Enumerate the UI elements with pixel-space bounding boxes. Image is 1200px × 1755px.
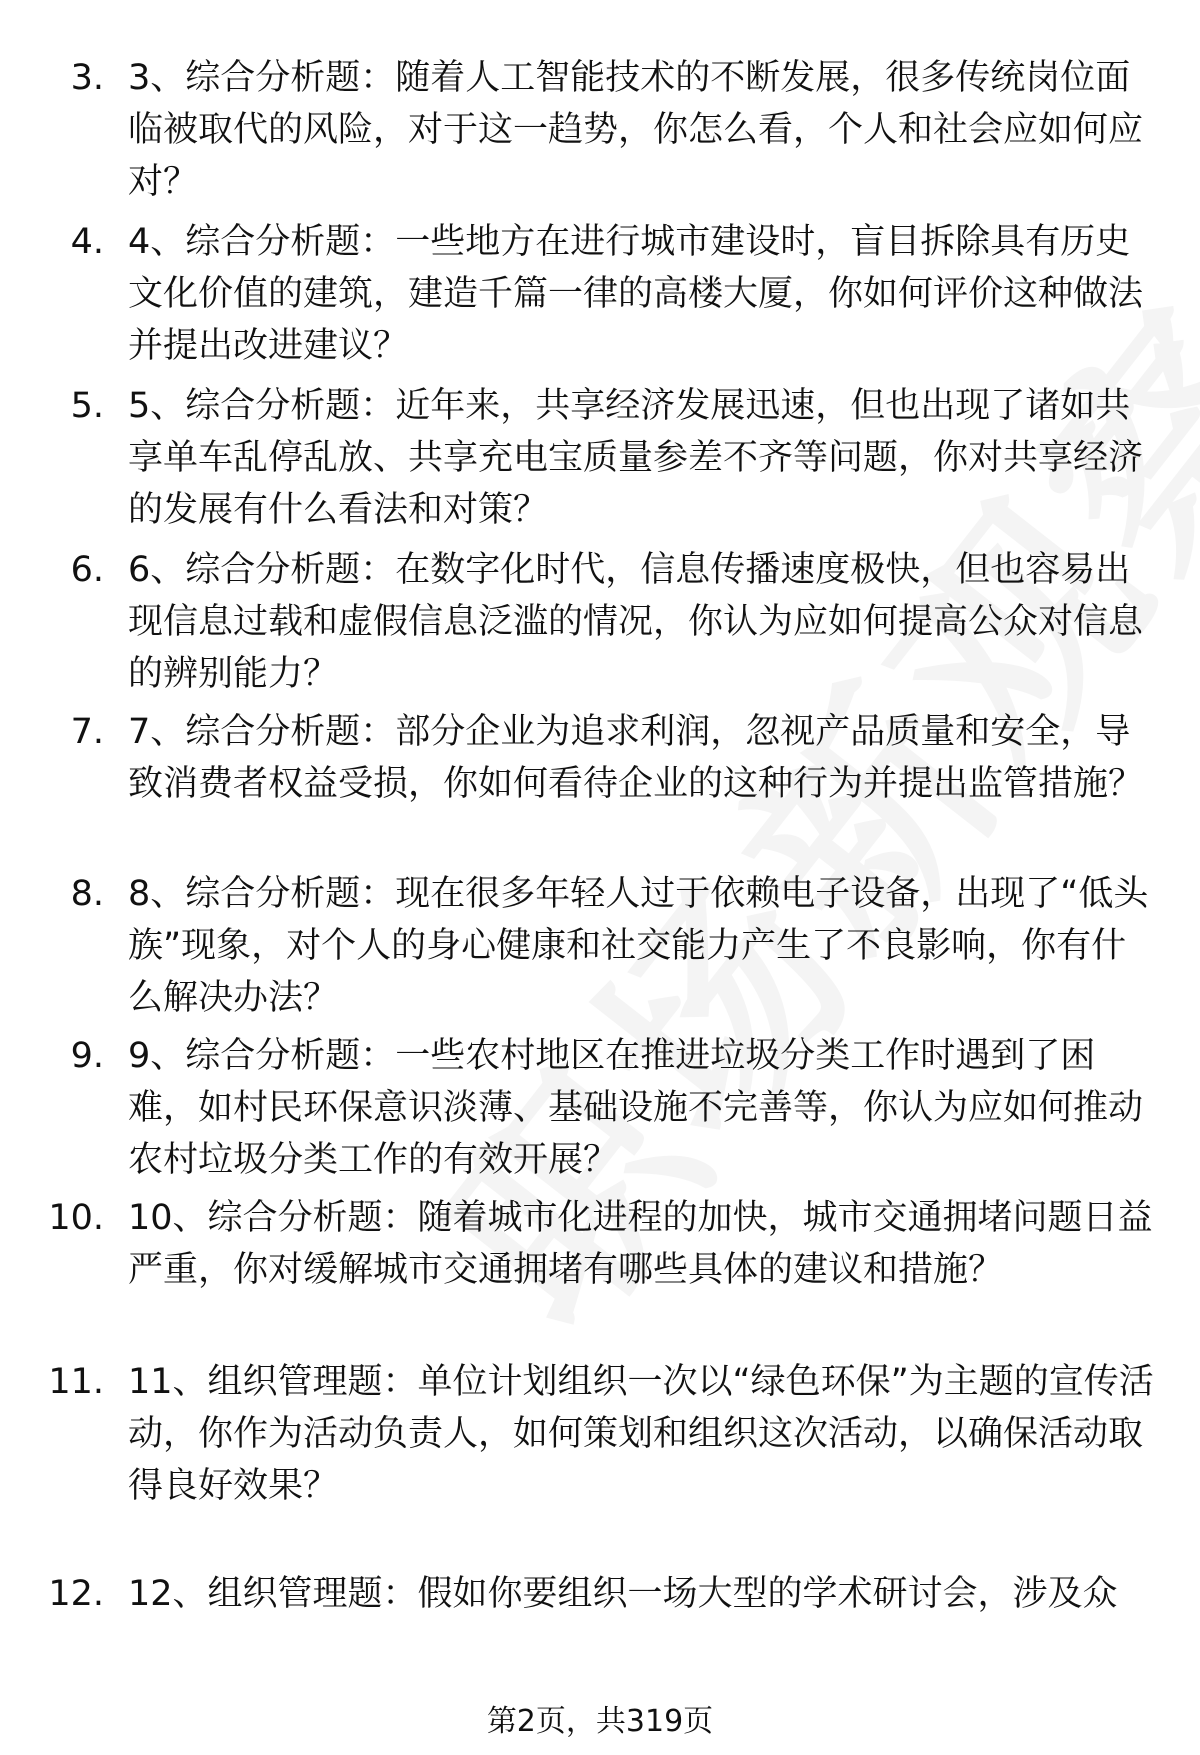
question-number: 7.	[70, 712, 104, 752]
question-number: 4.	[70, 222, 104, 262]
question-number: 6.	[70, 550, 104, 590]
question-number: 3.	[70, 58, 104, 98]
question-text: 11、组织管理题：单位计划组织一次以“绿色环保”为主题的宣传活动，你作为活动负责人，如何策划和组织这次活动，以确保活动取得良好效果？	[128, 1362, 1154, 1506]
question-text: 8、综合分析题：现在很多年轻人过于依赖电子设备，出现了“低头族”现象，对个人的身心健康和社交能力产生了不良影响，你有什么解决办法？	[128, 874, 1149, 1018]
question-number: 11.	[48, 1362, 104, 1402]
question-text: 6、综合分析题：在数字化时代，信息传播速度极快，但也容易出现信息过载和虚假信息泛滥的情况，你认为应如何提高公众对信息的辨别能力？	[128, 550, 1144, 694]
question-text: 12、组织管理题：假如你要组织一场大型的学术研讨会，涉及众	[128, 1574, 1118, 1614]
question-text: 10、综合分析题：随着城市化进程的加快，城市交通拥堵问题日益严重，你对缓解城市交通拥堵有哪些具体的建议和措施？	[128, 1198, 1153, 1290]
question-number: 9.	[70, 1036, 104, 1076]
question-text: 3、综合分析题：随着人工智能技术的不断发展，很多传统岗位面临被取代的风险，对于这一趋势，你怎么看，个人和社会应如何应对？	[128, 58, 1144, 202]
question-number: 8.	[70, 874, 104, 914]
page-footer	[0, 1700, 1200, 1744]
question-number: 12.	[48, 1574, 104, 1614]
question-text: 9、综合分析题：一些农村地区在推进垃圾分类工作时遇到了困难，如村民环保意识淡薄、基础设施不完善等，你认为应如何推动农村垃圾分类工作的有效开展？	[128, 1036, 1144, 1180]
question-text: 4、综合分析题：一些地方在进行城市建设时，盲目拆除具有历史文化价值的建筑，建造千篇一律的高楼大厦，你如何评价这种做法并提出改进建议？	[128, 222, 1144, 366]
page-number: 第2页，共319页	[486, 1704, 714, 1739]
question-text: 7、综合分析题：部分企业为追求利润，忽视产品质量和安全，导致消费者权益受损，你如何看待企业的这种行为并提出监管措施？	[128, 712, 1144, 804]
question-text: 5、综合分析题：近年来，共享经济发展迅速，但也出现了诸如共享单车乱停乱放、共享充电宝质量参差不齐等问题，你对共享经济的发展有什么看法和对策？	[128, 386, 1144, 530]
question-number: 5.	[70, 386, 104, 426]
question-number: 10.	[48, 1198, 104, 1238]
